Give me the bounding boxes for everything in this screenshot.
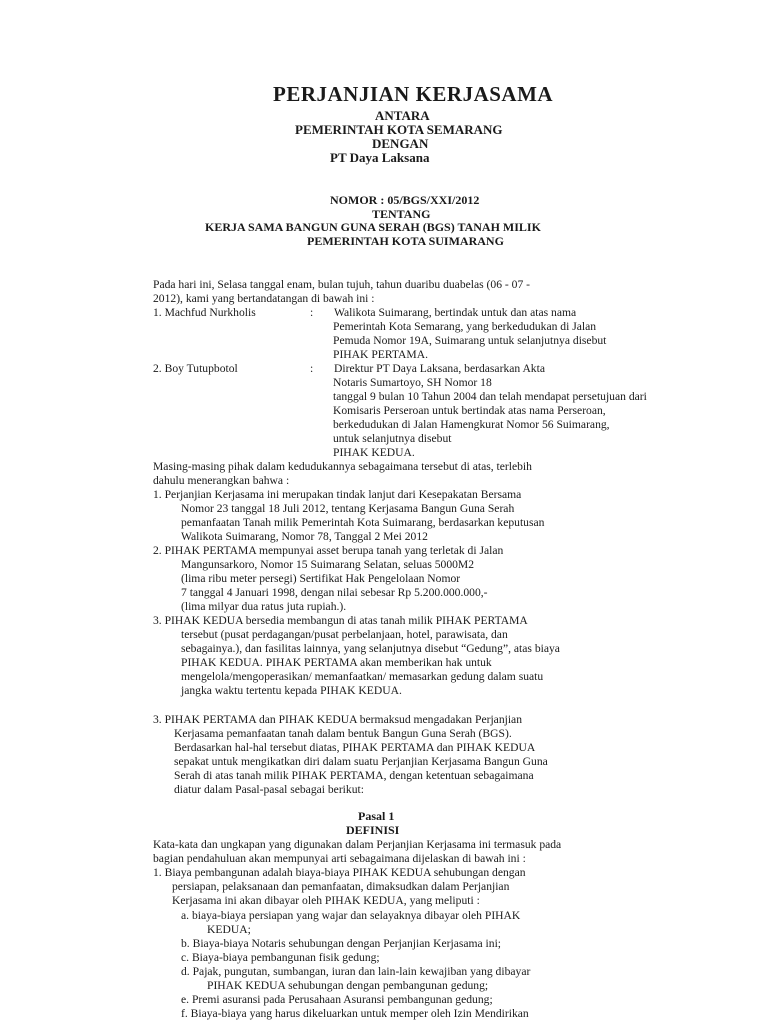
consideration-item: (lima milyar dua ratus juta rupiah.).: [181, 600, 347, 613]
definition-subitem: f. Biaya-biaya yang harus dikeluarkan untuk memper oleh Izin Mendirikan: [181, 1007, 529, 1020]
definition-subitem: d. Pajak, pungutan, sumbangan, iuran dan lain-lain kewajiban yang dibayar: [181, 965, 531, 978]
consideration-item: Serah di atas tanah milik PIHAK PERTAMA, dengan ketentuan sebagaimana: [174, 769, 534, 782]
subject-line-two: PEMERINTAH KOTA SUIMARANG: [307, 234, 504, 248]
consideration-item: diatur dalam Pasal-pasal sebagai berikut:: [174, 783, 364, 796]
heading-antara: ANTARA: [375, 108, 430, 123]
consideration-item: PIHAK KEDUA. PIHAK PERTAMA akan memberikan hak untuk: [181, 656, 492, 669]
considerations-intro: Masing-masing pihak dalam kedudukannya sebagaimana tersebut di atas, terlebih: [153, 460, 532, 473]
consideration-item: 2. PIHAK PERTAMA mempunyai asset berupa tanah yang terletak di Jalan: [153, 544, 504, 557]
consideration-item: pemanfaatan Tanah milik Pemerintah Kota Suimarang, berdasarkan keputusan: [181, 516, 545, 529]
consideration-item: sepakat untuk mengikatkan diri dalam suatu Perjanjian Kerjasama Bangun Guna: [174, 755, 548, 768]
consideration-item: Kerjasama pemanfaatan tanah dalam bentuk Bangun Guna Serah (BGS).: [174, 727, 512, 740]
consideration-item: (lima ribu meter persegi) Sertifikat Hak Pengelolaan Nomor: [181, 572, 461, 585]
consideration-item: mengelola/mengoperasikan/ memanfaatkan/ memasarkan gedung dalam suatu: [181, 670, 544, 683]
consideration-item: 3. PIHAK PERTAMA dan PIHAK KEDUA bermaksud mengadakan Perjanjian: [153, 713, 523, 726]
definition-item: persiapan, pelaksanaan dan pemanfaatan, dimaksudkan dalam Perjanjian: [172, 880, 510, 893]
definition-subitem: e. Premi asuransi pada Perusahaan Asuransi pembangunan gedung;: [181, 993, 493, 1006]
subject-line-one: KERJA SAMA BANGUN GUNA SERAH (BGS) TANAH MILIK: [205, 220, 541, 234]
heading-party-two: PT Daya Laksana: [330, 150, 430, 165]
party-two-name: 2. Boy Tutupbotol: [153, 362, 238, 375]
considerations-intro: dahulu menerangkan bahwa :: [153, 474, 290, 487]
article-subheading: DEFINISI: [346, 823, 400, 837]
consideration-item: jangka waktu tertentu kepada PIHAK KEDUA.: [181, 684, 402, 697]
definition-subitem: c. Biaya-biaya pembangunan fisik gedung;: [181, 951, 380, 964]
definition-subitem: a. biaya-biaya persiapan yang wajar dan selayaknya dibayar oleh PIHAK: [181, 909, 521, 922]
party-two-line: PIHAK KEDUA.: [333, 446, 415, 459]
party-one-colon: :: [310, 306, 314, 319]
consideration-item: 1. Perjanjian Kerjasama ini merupakan tindak lanjut dari Kesepakatan Bersama: [153, 488, 522, 501]
consideration-item: 3. PIHAK KEDUA bersedia membangun di atas tanah milik PIHAK PERTAMA: [153, 614, 528, 627]
definition-subitem: b. Biaya-biaya Notaris sehubungan dengan Perjanjian Kerjasama ini;: [181, 937, 502, 950]
consideration-item: Nomor 23 tanggal 18 Juli 2012, tentang Kerjasama Bangun Guna Serah: [181, 502, 515, 515]
party-two-line: tanggal 9 bulan 10 Tahun 2004 dan telah mendapat persetujuan dari: [333, 390, 647, 403]
party-two-line: untuk selanjutnya disebut: [333, 432, 452, 445]
consideration-item: Mangunsarkoro, Nomor 15 Suimarang Selatan, seluas 5000M2: [181, 558, 475, 571]
consideration-item: Walikota Suimarang, Nomor 78, Tanggal 2 Mei 2012: [181, 530, 428, 543]
party-one-name: 1. Machfud Nurkholis: [153, 306, 256, 319]
party-one-line: Walikota Suimarang, bertindak untuk dan atas nama: [334, 306, 577, 319]
party-two-line: Komisaris Perseroan untuk bertindak atas nama Perseroan,: [333, 404, 606, 417]
consideration-item: tersebut (pusat perdagangan/pusat perbelanjaan, hotel, parawisata, dan: [181, 628, 508, 641]
intro-line: Pada hari ini, Selasa tanggal enam, bulan tujuh, tahun duaribu duabelas (06 - 07 -: [153, 278, 531, 291]
consideration-item: 7 tanggal 4 Januari 1998, dengan nilai sebesar Rp 5.200.000.000,-: [181, 586, 488, 599]
intro-line: 2012), kami yang bertandatangan di bawah ini :: [153, 292, 375, 305]
consideration-item: sebagainya.), dan fasilitas lainnya, yang selanjutnya disebut “Gedung”, atas biaya: [181, 642, 560, 655]
definition-item: Kerjasama ini akan dibayar oleh PIHAK KEDUA, yang meliputi :: [172, 894, 480, 907]
party-two-colon: :: [310, 362, 314, 375]
article-intro: Kata-kata dan ungkapan yang digunakan dalam Perjanjian Kerjasama ini termasuk pada: [153, 838, 562, 851]
definition-subitem: KEDUA;: [207, 923, 251, 936]
heading-dengan: DENGAN: [372, 136, 429, 151]
party-one-line: Pemuda Nomor 19A, Suimarang untuk selanjutnya disebut: [333, 334, 607, 347]
party-one-line: Pemerintah Kota Semarang, yang berkedudukan di Jalan: [333, 320, 597, 333]
heading-tentang: TENTANG: [372, 207, 431, 221]
document-title: PERJANJIAN KERJASAMA: [273, 82, 554, 106]
consideration-item: Berdasarkan hal-hal tersebut diatas, PIHAK PERTAMA dan PIHAK KEDUA: [174, 741, 536, 754]
definition-item: 1. Biaya pembangunan adalah biaya-biaya PIHAK KEDUA sehubungan dengan: [153, 866, 526, 879]
document-number: NOMOR : 05/BGS/XXI/2012: [330, 193, 480, 207]
article-intro: bagian pendahuluan akan mempunyai arti sebagaimana dijelaskan di bawah ini :: [153, 852, 526, 865]
party-two-line: Notaris Sumartoyo, SH Nomor 18: [333, 376, 492, 389]
party-two-line: Direktur PT Daya Laksana, berdasarkan Akta: [334, 362, 545, 375]
party-two-line: berkedudukan di Jalan Hamengkurat Nomor 56 Suimarang,: [333, 418, 610, 431]
heading-party-one: PEMERINTAH KOTA SEMARANG: [295, 122, 503, 137]
definition-subitem: PIHAK KEDUA sehubungan dengan pembangunan gedung;: [207, 979, 489, 992]
article-heading: Pasal 1: [358, 809, 395, 823]
party-one-line: PIHAK PERTAMA.: [333, 348, 428, 361]
